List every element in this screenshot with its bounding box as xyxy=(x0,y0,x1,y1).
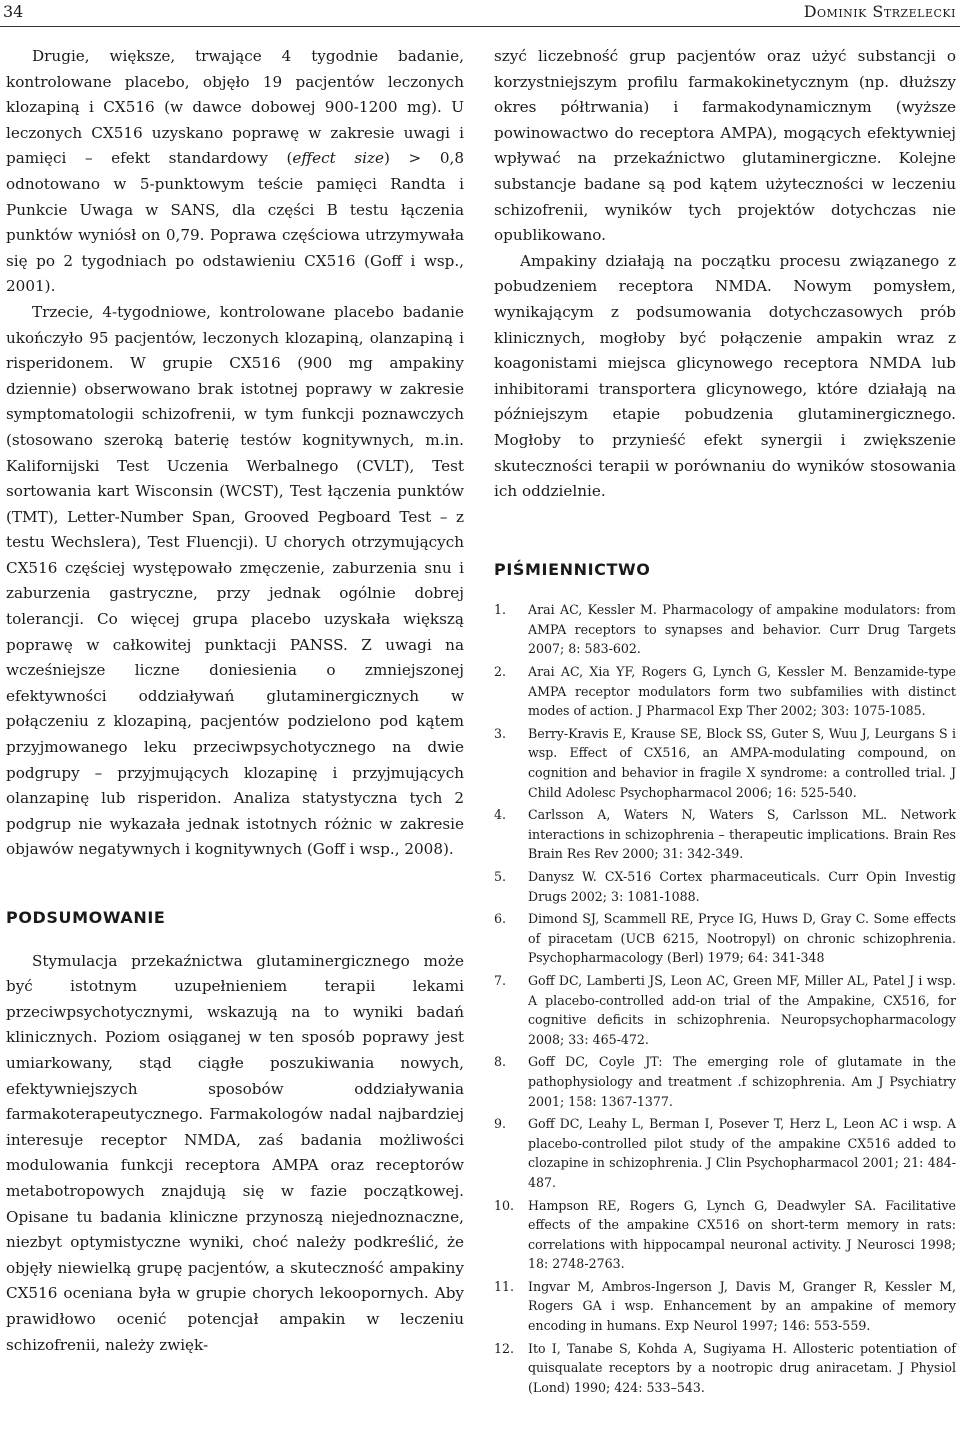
summary-paragraph: Stymulacja przekaźnictwa glutaminergicznego może być istotnym uzupełnieniem terapii lekami przeciwpsychotycznymi, wskazują na to wyniki badań klinicznych. Poziom osiąganej w ten sposób poprawy jest umiarkowany, stąd ciągłe poszukiwania nowych, efektywniejszych sposobów oddziaływania farmakoterapeutycznego. Farmakologów nadal najbardziej interesuje receptor NMDA, zaś badania możliwości modulowania funkcji receptora AMPA oraz receptorów metabotropowych znajdują się w fazie początkowej. Opisane tu badania kliniczne przynoszą niejednoznaczne, niezbyt optymistyczne wyniki, choć należy podkreślić, że objęły niewielką grupę pacjentów, a skuteczność ampakiny CX516 oceniana była w grupie chorych lekoopornych. Aby prawidłowo ocenić potencjał ampakin w leczeniu schizofrenii, należy zwięk- xyxy=(6,951,464,1354)
reference-text: Goff DC, Coyle JT: The emerging role of glutamate in the pathophysiology and treatment .f schizophrenia. Am J Psychiatry 2001; 158: 1367-1377. xyxy=(528,1054,956,1109)
reference-item xyxy=(494,724,956,802)
body-paragraph: Ampakiny działają na początku procesu związanego z pobudzeniem receptora NMDA. Nowym pomysłem, wynikającym z podsumowania dotychczasowych prób klinicznych, mogłoby być połączenie ampakin wraz z koagonistami miejsca glicynowego receptora NMDA lub inhibitorami transportera glicynowego, które działają na późniejszym etapie pobudzenia glutaminergicznego. Mogłoby to przynieść efekt synergii i zwiększenie skuteczności terapii w porównaniu do wyników stosowania ich oddzielnie. xyxy=(494,251,956,501)
reference-item xyxy=(494,600,956,659)
page-header xyxy=(0,0,960,28)
references-list xyxy=(494,600,956,1397)
reference-number: 4. xyxy=(494,807,507,823)
reference-number: 12. xyxy=(494,1340,515,1356)
reference-number: 8. xyxy=(494,1054,507,1070)
reference-number: 6. xyxy=(494,911,507,927)
page-number: 34 xyxy=(3,2,24,21)
reference-number: 7. xyxy=(494,972,507,988)
continuation-paragraph: szyć liczebność grup pacjentów oraz użyć substancji o korzystniejszym profilu farmakokinetycznym (np. dłuższy okres półtrwania) i farmakodynamicznym (wyższe powinowactwo do receptora AMPA), mogących efektywniej wpływać na przekaźnictwo glutaminergiczne. Kolejne substancje badane są pod kątem użyteczności w leczeniu schizofrenii, wyników tych projektów dotychczas nie opublikowano. xyxy=(494,47,956,245)
reference-text: Arai AC, Xia YF, Rogers G, Lynch G, Kessler M. Benzamide-type AMPA receptor modulators form two subfamilies with distinct modes of action. J Pharmacol Exp Ther 2002; 303: 1075-1085. xyxy=(528,664,956,719)
right-column xyxy=(494,44,956,1400)
reference-item xyxy=(494,1114,956,1192)
reference-item xyxy=(494,1196,956,1274)
reference-number: 3. xyxy=(494,725,507,741)
reference-text: Goff DC, Leahy L, Berman I, Posever T, Herz L, Leon AC i wsp. A placebo-controlled pilot study of the ampakine CX516 added to clozapine in schizophrenia. J Clin Psychopharmacol 2001; 21: 484-487. xyxy=(528,1116,956,1190)
reference-text: Berry-Kravis E, Krause SE, Block SS, Guter S, Wuu J, Leurgans S i wsp. Effect of CX516, an AMPA-modulating compound, on cognition and behavior in fragile X syndrome: a controlled trial. J Child Adolesc Psychopharmacol 2006; 16: 525-540. xyxy=(528,725,956,800)
reference-item xyxy=(494,662,956,721)
body-paragraph: Trzecie, 4-tygodniowe, kontrolowane placebo badanie ukończyło 95 pacjentów, leczonych klozapiną, olanzapiną i risperidonem. W grupie CX516 (900 mg ampakiny dziennie) obserwowano brak istotnej poprawy w zakresie symptomatologii schizofrenii, w tym funkcji poznawczych (stosowano szeroką baterię testów kognitywnych, m.in. Kalifornijski Test Uczenia Werbalnego (CVLT), Test sortowania kart Wisconsin (WCST), Test łączenia punktów (TMT), Letter-Number Span, Grooved Pegboard Test – z testu Wechslera), Test Fluencji). U chorych otrzymujących CX516 częściej występowało zmęczenie, zaburzenia snu i zaburzenia gastryczne, przy jednak ogólnie dobrej tolerancji. Co więcej grupa placebo uzyskała większą poprawę w całkowitej punktacji PANSS. Z uwagi na wcześniejsze liczne doniesienia o zmniejszonej efektywności oddziaływań glutaminergicznych w połączeniu z klozapiną, pacjentów podzielono pod kątem przyjmowanego leku przeciwpsychotycznego na dwie podgrupy – przyjmujących klozapinę i przyjmujących olanzapinę lub risperidon. Analiza statystyczna tych 2 podgrup nie wykazała jednak istotnych różnic w zakresie objawów negatywnych i kognitywnych (Goff i wsp., 2008). xyxy=(6,302,464,859)
reference-number: 9. xyxy=(494,1116,507,1132)
reference-item xyxy=(494,1052,956,1111)
reference-text: Arai AC, Kessler M. Pharmacology of ampakine modulators: from AMPA receptors to synapses and behavior. Curr Drug Targets 2007; 8: 583-602. xyxy=(528,602,956,657)
reference-number: 10. xyxy=(494,1197,515,1213)
reference-text: Carlsson A, Waters N, Waters S, Carlsson ML. Network interactions in schizophrenia – therapeutic implications. Brain Res Brain Res Rev 2000; 31: 342-349. xyxy=(528,807,956,862)
reference-number: 11. xyxy=(494,1278,515,1294)
left-column xyxy=(6,44,464,1358)
reference-number: 5. xyxy=(494,869,507,884)
reference-text: Ingvar M, Ambros-Ingerson J, Davis M, Granger R, Kessler M, Rogers GA i wsp. Enhancement by an ampakine of memory encoding in humans. Exp Neurol 1997; 146: 553-559. xyxy=(528,1278,956,1334)
reference-text: Danysz W. CX-516 Cortex pharmaceuticals. Curr Opin Investig Drugs 2002; 3: 1081-1088. xyxy=(528,869,956,904)
reference-number: 2. xyxy=(494,664,507,680)
reference-item xyxy=(494,1339,956,1398)
reference-item xyxy=(494,867,956,906)
section-heading-references: PIŚMIENNICTWO xyxy=(494,559,651,579)
reference-text: Goff DC, Lamberti JS, Leon AC, Green MF, Miller AL, Patel J i wsp. A placebo-controlled add-on trial of the Ampakine, CX516, for cognitive deficits in schizophrenia. Neuropsychopharmacology 2008; 33: 465-472. xyxy=(528,972,956,1047)
running-title: Dominik Strzelecki xyxy=(803,2,956,21)
header-divider xyxy=(0,26,960,27)
reference-item xyxy=(494,1277,956,1336)
reference-item xyxy=(494,805,956,864)
reference-item xyxy=(494,909,956,968)
reference-item xyxy=(494,971,956,1049)
reference-text: Ito I, Tanabe S, Kohda A, Sugiyama H. Allosteric potentiation of quisqualate receptors by a nootropic drug aniracetam. J Physiol (Lond) 1990; 424: 533–543. xyxy=(528,1340,956,1395)
section-heading-summary: PODSUMOWANIE xyxy=(6,908,166,927)
reference-text: Dimond SJ, Scammell RE, Pryce IG, Huws D, Gray C. Some effects of piracetam (UCB 6215, Nootropyl) on chronic schizophrenia. Psychopharmacology (Berl) 1979; 64: 341-348 xyxy=(528,911,956,966)
reference-number: 1. xyxy=(494,602,507,618)
reference-text: Hampson RE, Rogers G, Lynch G, Deadwyler SA. Facilitative effects of the ampakine CX516 on short-term memory in rats: correlations with hippocampal neuronal activity. J Neurosci 1998; 18: 2748-2763. xyxy=(528,1197,956,1272)
body-paragraph: Drugie, większe, trwające 4 tygodnie badanie, kontrolowane placebo, objęło 19 pacjentów leczonych klozapiną i CX516 (w dawce dobowej 900-1200 mg). U leczonych CX516 uzyskano poprawę w zakresie uwagi i pamięci – efekt standardowy (effect size) > 0,8 odnotowano w 5-punktowym teście pamięci Randta i Punkcie Uwaga w SANS, dla części B testu łączenia punktów wyniósł on 0,79. Poprawa częściowa utrzymywała się po 2 tygodniach po odstawieniu CX516 (Goff i wsp., 2001). xyxy=(6,47,464,296)
